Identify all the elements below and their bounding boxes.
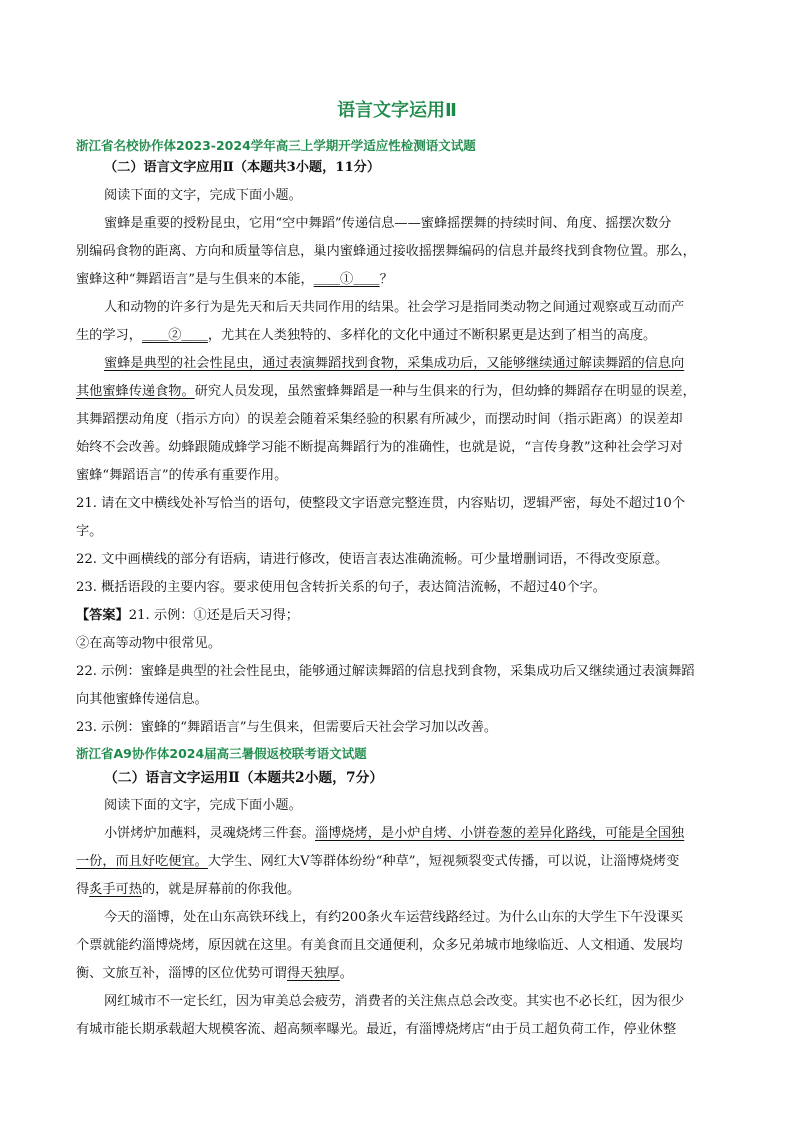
question-21: 字。 [76, 524, 103, 539]
answer-label: 【答案】 [76, 608, 129, 623]
text-span: ？ [379, 272, 393, 287]
text-span: 小饼烤炉加蘸料，灵魂烧烤三件套。 [104, 826, 315, 841]
text-span: 得 [76, 882, 90, 897]
passage-5-line [76, 964, 726, 984]
underlined-sentence: 其他蜜蜂传递食物。 [76, 384, 195, 399]
section-heading-1: （二）语言文字应用Ⅱ（本题共3小题，11分） [104, 160, 381, 175]
underlined-sentence: 蜜蜂是典型的社会性昆虫，通过表演舞蹈找到食物，采集成功后，又能够继续通过解读舞蹈的信息向 [104, 356, 685, 371]
passage-1-line: 别编码食物的距离、方向和质量等信息，巢内蜜蜂通过接收摇摆舞编码的信息并最终找到食物位置。那么， [76, 244, 696, 259]
text-span: 。 [339, 966, 353, 981]
passage-3-line [76, 382, 726, 402]
text-span: ，尤其在人类独特的、多样化的文化中通过不断积累更是达到了相当的高度。 [207, 328, 657, 343]
passage-1-line: 蜜蜂是重要的授粉昆虫，它用“空中舞蹈”传递信息——蜜蜂摇摆舞的持续时间、角度、摇摆次数分 [104, 216, 672, 231]
underlined-word: 得天独厚 [287, 966, 340, 981]
passage-6-line: 有城市能长期承载超大规模客流、超高频率曝光。最近，有淄博烧烤店“由于员工超负荷工作，停业休整 [76, 1022, 677, 1037]
question-22: 22. 文中画横线的部分有语病，请进行修改，使语言表达准确流畅。可少量增删词语，不得改变原意。 [76, 552, 669, 567]
answer-21: 21. 示例：①还是后天习得； [128, 608, 299, 623]
blank-1: ＿＿①＿＿ [313, 272, 380, 287]
passage-2-line: 人和动物的许多行为是先天和后天共同作用的结果。社会学习是指同类动物之间通过观察或互动而产 [104, 300, 685, 315]
text-span: 大学生、网红大V等群体纷纷“种草”，短视频裂变式传播，可以说，让淄博烧烤变 [207, 854, 680, 869]
text-span: 生的学习， [76, 328, 142, 343]
blank-2: ＿＿②＿＿ [141, 328, 208, 343]
passage-1-line [76, 270, 726, 290]
page-title: 语言文字运用Ⅱ [337, 100, 457, 121]
passage-3-line: 其舞蹈摆动角度（指示方向）的误差会随着采集经验的积累有所减少，而摆动时间（指示距离）的误差却 [76, 412, 683, 427]
text-span: 研究人员发现，虽然蜜蜂舞蹈是一种与生俱来的行为，但幼蜂的舞蹈存在明显的误差， [194, 384, 696, 399]
passage-2-line [76, 326, 726, 346]
underlined-sentence: 一份，而且好吃便宜。 [76, 854, 208, 869]
section-heading-2: （二）语言文字运用Ⅱ（本题共2小题，7分） [104, 770, 384, 786]
answer-22: 向其他蜜蜂传递信息。 [76, 692, 208, 707]
question-23: 23. 概括语段的主要内容。要求使用包含转折关系的句子，表达简洁流畅，不超过40个字。 [76, 580, 606, 595]
passage-3-line: 始终不会改善。幼蜂跟随成蜂学习能不断提高舞蹈行为的准确性，也就是说，“言传身教”这种社会学习对 [76, 440, 683, 455]
passage-4-line [76, 852, 726, 872]
answer-22: 22. 示例：蜜蜂是典型的社会性昆虫，能够通过解读舞蹈的信息找到食物，采集成功后又继续通过表演舞蹈 [76, 664, 695, 679]
source-title-1: 浙江省名校协作体2023-2024学年高三上学期开学适应性检测语文试题 [76, 138, 476, 153]
text-span: 衡、文旅互补，淄博的区位优势可谓 [76, 966, 287, 981]
passage-4-line [76, 880, 726, 900]
answer-23: 23. 示例：蜜蜂的“舞蹈语言”与生俱来，但需要后天社会学习加以改善。 [76, 720, 498, 735]
passage-6-line: 网红城市不一定长红，因为审美总会疲劳，消费者的关注焦点总会改变。其实也不必长红，因为很少 [104, 994, 685, 1009]
text-span: 的，就是屏幕前的你我他。 [141, 882, 301, 897]
underlined-word: 炙手可热 [89, 882, 142, 897]
passage-4-line [104, 824, 726, 844]
answer-line [76, 606, 726, 626]
passage-5-line: 个票就能约淄博烧烤，原因就在这里。有美食而且交通便利，众多兄弟城市地缘临近、人文相通、发展均 [76, 938, 683, 953]
instruction-1: 阅读下面的文字，完成下面小题。 [104, 188, 302, 203]
text-span: 蜜蜂这种“舞蹈语言”是与生俱来的本能， [76, 272, 314, 287]
passage-5-line: 今天的淄博，处在山东高铁环线上，有约200条火车运营线路经过。为什么山东的大学生下午没课买 [104, 910, 684, 925]
question-21: 21. 请在文中横线处补写恰当的语句，使整段文字语意完整连贯，内容贴切，逻辑严密，每处不超过10个 [76, 496, 686, 511]
passage-3-line: 蜜蜂“舞蹈语言”的传承有重要作用。 [76, 468, 288, 483]
instruction-2: 阅读下面的文字，完成下面小题。 [104, 798, 302, 813]
source-title-2: 浙江省A9协作体2024届高三暑假返校联考语文试题 [76, 746, 367, 761]
underlined-sentence: 淄博烧烤，是小炉自烤、小饼卷葱的差异化路线，可能是全国独 [315, 826, 685, 841]
answer-21: ②在高等动物中很常见。 [76, 636, 222, 651]
